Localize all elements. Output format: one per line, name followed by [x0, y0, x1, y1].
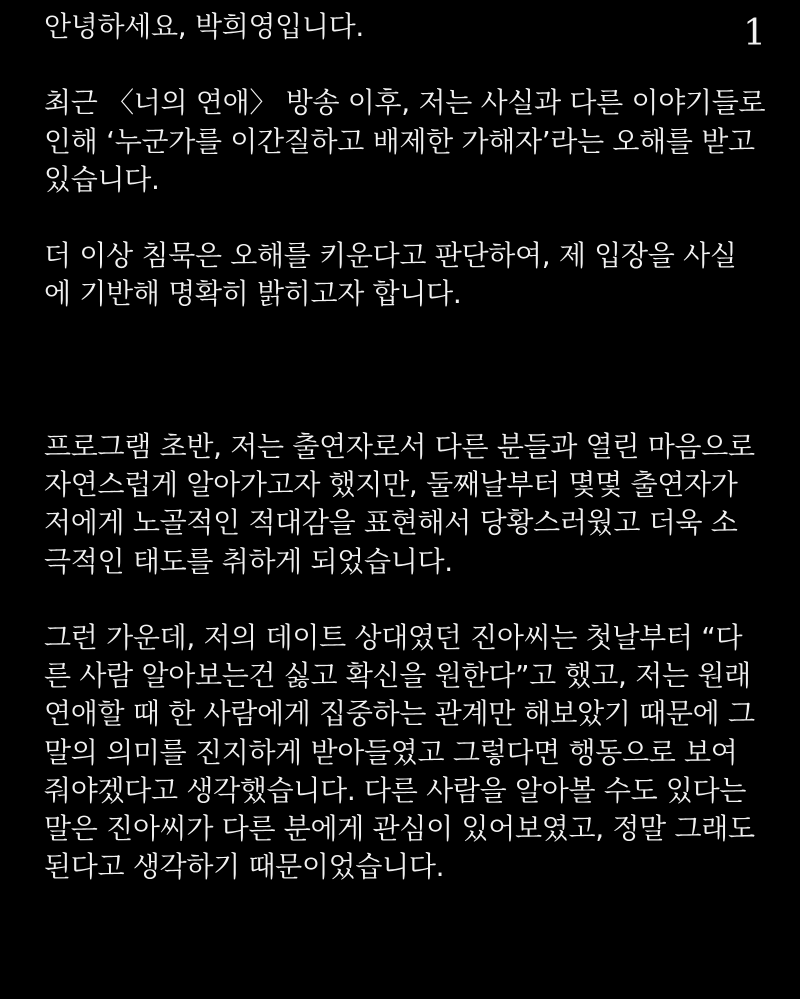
text-line: 인해 ‘누군가를 이간질하고 배제한 가해자’라는 오해를 받고: [44, 124, 755, 158]
paragraph-spacer: [44, 581, 762, 619]
paragraph-spacer: [44, 46, 762, 84]
page-number: 1: [743, 13, 766, 54]
paragraph-4: [44, 619, 762, 886]
text-line: 최근 〈너의 연애〉 방송 이후, 저는 사실과 다른 이야기들로: [44, 86, 766, 120]
paragraph-spacer: [44, 199, 762, 237]
text-line: 극적인 태도를 취하게 되었습니다.: [44, 544, 453, 578]
text-line: 있습니다.: [44, 162, 160, 196]
text-line: 된다고 생각하기 때문이었습니다.: [44, 850, 445, 884]
text-line: 말의 의미를 진지하게 받아들였고 그렇다면 행동으로 보여: [44, 735, 738, 769]
text-line: 저에게 노골적인 적대감을 표현해서 당황스러웠고 더욱 소: [44, 506, 738, 540]
section-spacer: [44, 314, 762, 429]
text-line: 른 사람 알아보는건 싫고 확신을 원한다”고 했고, 저는 원래: [44, 659, 751, 693]
greeting-line: 안녕하세요, 박희영입니다.: [44, 10, 365, 43]
text-line: 자연스럽게 알아가고자 했지만, 둘째날부터 몇몇 출연자가: [44, 468, 738, 502]
text-line: 줘야겠다고 생각했습니다. 다른 사람을 알아볼 수도 있다는: [44, 773, 747, 807]
text-line: 프로그램 초반, 저는 출연자로서 다른 분들과 열린 마음으로: [44, 430, 755, 464]
text-line: 더 이상 침묵은 오해를 키운다고 판단하여, 제 입장을 사실: [44, 239, 737, 273]
text-line: 연애할 때 한 사람에게 집중하는 관계만 해보았기 때문에 그: [44, 697, 755, 731]
paragraph-1: [44, 84, 766, 199]
paragraph-2: [44, 237, 762, 313]
text-line: 그런 가운데, 저의 데이트 상대였던 진아씨는 첫날부터 “다: [44, 621, 743, 655]
text-line: 에 기반해 명확히 밝히고자 합니다.: [44, 277, 462, 311]
paragraph-3: [44, 428, 762, 581]
letter-body: [44, 8, 766, 886]
text-line: 말은 진아씨가 다른 분에게 관심이 있어보였고, 정말 그래도: [44, 811, 755, 845]
